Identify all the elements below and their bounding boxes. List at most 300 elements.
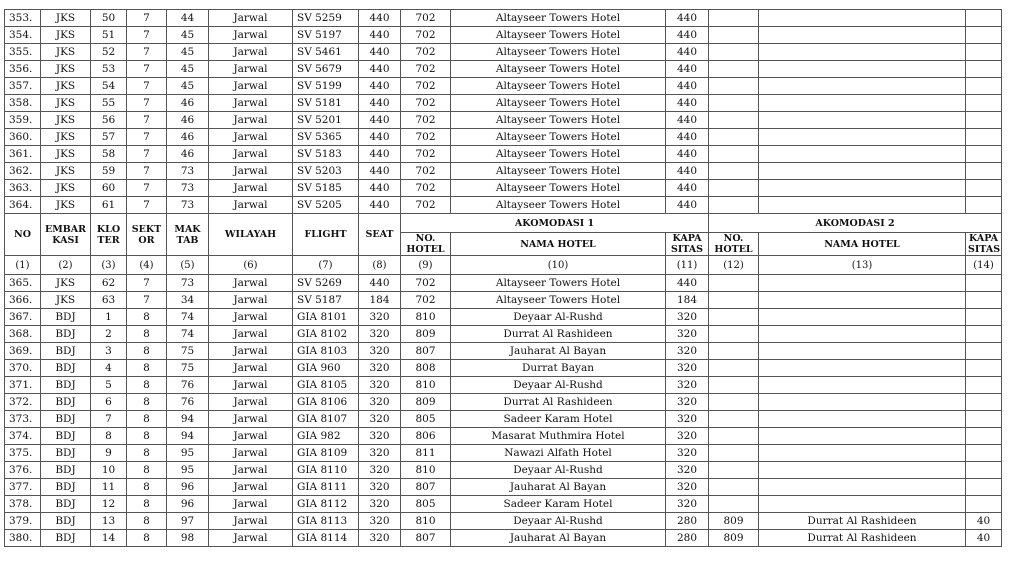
table-cell: Jarwal [209,197,293,214]
table-cell: Altayseer Towers Hotel [451,163,666,180]
table-cell: 1 [91,309,127,326]
table-cell: GIA 960 [293,360,359,377]
table-cell: 7 [127,78,167,95]
table-cell: 359. [5,112,41,129]
table-cell: 44 [167,10,209,27]
table-cell: Altayseer Towers Hotel [451,292,666,309]
table-cell: 805 [401,411,451,428]
table-cell: 440 [359,10,401,27]
table-cell [709,112,759,129]
table-cell: GIA 8111 [293,479,359,496]
table-cell: 357. [5,78,41,95]
table-cell: 702 [401,275,451,292]
table-cell [709,479,759,496]
table-cell [759,428,966,445]
table-cell: 702 [401,129,451,146]
table-cell: 8 [127,530,167,547]
table-cell: 7 [127,112,167,129]
table-cell: GIA 982 [293,428,359,445]
table-cell: 702 [401,197,451,214]
table-cell: 5 [91,377,127,394]
column-number-cell: (6) [209,256,293,275]
table-cell [966,292,1002,309]
table-cell: 320 [666,309,709,326]
table-cell: 807 [401,479,451,496]
table-cell: 7 [91,411,127,428]
table-cell [966,27,1002,44]
table-cell: Sadeer Karam Hotel [451,496,666,513]
table-cell: 320 [666,496,709,513]
table-row [5,61,1002,78]
table-cell: Jarwal [209,146,293,163]
table-cell: 440 [359,275,401,292]
table-cell: 440 [666,146,709,163]
table-cell: 45 [167,61,209,78]
table-cell: Jarwal [209,112,293,129]
table-cell [709,146,759,163]
table-cell: 320 [666,360,709,377]
table-cell [966,129,1002,146]
table-cell: GIA 8114 [293,530,359,547]
table-row [5,180,1002,197]
table-cell: 96 [167,496,209,513]
table-cell: 73 [167,180,209,197]
table-cell: Jarwal [209,27,293,44]
table-cell [709,496,759,513]
table-cell: JKS [41,163,91,180]
table-row [5,343,1002,360]
table-cell: Jarwal [209,163,293,180]
table-cell [709,78,759,95]
table-cell: JKS [41,112,91,129]
table-cell: 702 [401,78,451,95]
column-number-cell: (11) [666,256,709,275]
table-cell: 362. [5,163,41,180]
table-cell: 8 [127,445,167,462]
table-cell: 55 [91,95,127,112]
table-cell: 702 [401,163,451,180]
table-cell: 320 [359,462,401,479]
table-cell: 702 [401,95,451,112]
table-cell: 8 [127,360,167,377]
table-cell: 702 [401,292,451,309]
table-cell [759,479,966,496]
table-cell [966,44,1002,61]
table-cell: JKS [41,10,91,27]
table-cell: 7 [127,27,167,44]
table-row [5,496,1002,513]
column-number-cell: (2) [41,256,91,275]
table-cell: 280 [666,530,709,547]
table-cell [759,309,966,326]
table-cell [709,27,759,44]
table-cell [709,428,759,445]
table-cell: 8 [127,326,167,343]
table-cell [966,180,1002,197]
akomodasi-header-row [5,214,1002,233]
kapasitas-1-header: KAPA SITAS [666,233,709,256]
table-cell: 440 [359,112,401,129]
table-cell: 97 [167,513,209,530]
table-cell: 11 [91,479,127,496]
table-cell: 320 [666,394,709,411]
table-cell: 40 [966,530,1002,547]
table-cell: 320 [666,479,709,496]
table-cell [759,360,966,377]
table-cell [966,197,1002,214]
table-cell: SV 5181 [293,95,359,112]
table-cell: Jarwal [209,275,293,292]
table-cell: 45 [167,27,209,44]
table-cell: 809 [401,394,451,411]
table-cell: 62 [91,275,127,292]
table-cell: 320 [666,428,709,445]
table-cell: 440 [666,95,709,112]
table-cell: 75 [167,343,209,360]
table-cell [759,44,966,61]
table-cell: Deyaar Al-Rushd [451,309,666,326]
table-cell: 75 [167,360,209,377]
table-cell: Deyaar Al-Rushd [451,462,666,479]
table-row [5,146,1002,163]
table-cell [966,360,1002,377]
table-cell: 440 [666,10,709,27]
table-row [5,411,1002,428]
table-cell: 811 [401,445,451,462]
table-cell [966,78,1002,95]
table-cell: 60 [91,180,127,197]
table-cell: 8 [127,496,167,513]
table-cell: Jarwal [209,377,293,394]
table-cell: Jarwal [209,180,293,197]
table-cell: Jarwal [209,95,293,112]
table-cell: BDJ [41,309,91,326]
table-cell: 76 [167,377,209,394]
table-cell: 440 [666,163,709,180]
table-cell [709,309,759,326]
table-cell: JKS [41,180,91,197]
table-cell: Jarwal [209,61,293,78]
accommodation-table [4,9,1002,547]
table-cell: 320 [666,462,709,479]
column-number-row [5,256,1002,275]
table-cell [709,129,759,146]
table-cell: 320 [359,326,401,343]
table-cell: BDJ [41,479,91,496]
table-cell: 58 [91,146,127,163]
table-cell: 7 [127,146,167,163]
table-cell: Altayseer Towers Hotel [451,10,666,27]
table-cell: Jarwal [209,292,293,309]
table-cell: JKS [41,78,91,95]
nama-hotel-1-header: NAMA HOTEL [451,233,666,256]
table-cell: Jarwal [209,411,293,428]
table-cell [759,343,966,360]
table-cell: Jauharat Al Bayan [451,530,666,547]
table-cell: 320 [666,343,709,360]
table-cell: GIA 8102 [293,326,359,343]
table-cell: Jarwal [209,428,293,445]
table-cell: 7 [127,61,167,78]
table-cell: 10 [91,462,127,479]
table-cell: 320 [359,411,401,428]
table-cell: 45 [167,44,209,61]
table-cell: 4 [91,360,127,377]
table-cell: 53 [91,61,127,78]
table-cell: 320 [359,309,401,326]
table-cell [759,112,966,129]
table-cell: 74 [167,309,209,326]
table-cell: BDJ [41,496,91,513]
table-cell: 365. [5,275,41,292]
table-cell: BDJ [41,428,91,445]
table-cell: 805 [401,496,451,513]
table-cell: 807 [401,343,451,360]
table-cell [709,462,759,479]
table-cell: 2 [91,326,127,343]
table-cell [966,428,1002,445]
table-cell: Durrat Al Rashideen [451,394,666,411]
embarkasi-header: EMBAR KASI [41,214,91,256]
table-cell: BDJ [41,530,91,547]
table-cell: Nawazi Alfath Hotel [451,445,666,462]
table-cell [709,61,759,78]
table-cell: 353. [5,10,41,27]
table-cell: 810 [401,513,451,530]
table-cell: 96 [167,479,209,496]
table-cell: GIA 8113 [293,513,359,530]
table-cell [966,61,1002,78]
table-cell: 8 [127,513,167,530]
table-cell: 370. [5,360,41,377]
table-cell: BDJ [41,326,91,343]
table-cell [759,78,966,95]
table-cell: 379. [5,513,41,530]
table-cell [709,343,759,360]
table-cell: Jarwal [209,129,293,146]
table-cell: 807 [401,530,451,547]
table-cell: Jarwal [209,513,293,530]
column-number-cell: (8) [359,256,401,275]
table-row [5,44,1002,61]
table-cell: SV 5203 [293,163,359,180]
table-cell: JKS [41,292,91,309]
table-cell: 355. [5,44,41,61]
table-cell: 371. [5,377,41,394]
table-cell: 440 [359,27,401,44]
table-cell: 50 [91,10,127,27]
table-cell [759,462,966,479]
table-cell: 7 [127,163,167,180]
table-cell: Jarwal [209,394,293,411]
table-cell: 46 [167,112,209,129]
table-cell: Durrat Al Rashideen [759,513,966,530]
table-cell: GIA 8101 [293,309,359,326]
table-cell: 7 [127,129,167,146]
table-cell: Deyaar Al-Rushd [451,513,666,530]
table-cell: 356. [5,61,41,78]
table-row [5,78,1002,95]
column-number-cell: (1) [5,256,41,275]
akomodasi-1-header: AKOMODASI 1 [401,214,709,233]
table-cell [966,479,1002,496]
table-cell: JKS [41,275,91,292]
table-cell [709,197,759,214]
table-row [5,513,1002,530]
table-cell [966,343,1002,360]
table-cell [966,496,1002,513]
table-cell: 702 [401,61,451,78]
nama-hotel-2-header: NAMA HOTEL [759,233,966,256]
table-cell: SV 5205 [293,197,359,214]
table-row [5,326,1002,343]
table-cell: Altayseer Towers Hotel [451,61,666,78]
table-cell: BDJ [41,360,91,377]
table-cell: 808 [401,360,451,377]
table-row [5,129,1002,146]
table-cell: BDJ [41,377,91,394]
table-cell: BDJ [41,445,91,462]
table-cell: 358. [5,95,41,112]
table-cell [709,394,759,411]
table-cell [709,326,759,343]
table-cell: Jarwal [209,462,293,479]
column-number-cell: (13) [759,256,966,275]
table-cell: 440 [359,95,401,112]
table-row [5,479,1002,496]
table-cell [966,163,1002,180]
table-cell: Jarwal [209,360,293,377]
table-row [5,275,1002,292]
table-cell: 320 [359,445,401,462]
table-cell: JKS [41,61,91,78]
table-cell: SV 5199 [293,78,359,95]
table-cell: 376. [5,462,41,479]
table-cell [709,180,759,197]
table-cell: 378. [5,496,41,513]
table-cell [759,10,966,27]
table-cell: JKS [41,27,91,44]
table-row [5,163,1002,180]
table-cell: Altayseer Towers Hotel [451,146,666,163]
table-cell [759,445,966,462]
table-cell: 702 [401,180,451,197]
table-cell: SV 5679 [293,61,359,78]
table-cell: 184 [359,292,401,309]
table-cell: 7 [127,197,167,214]
table-cell: 440 [666,129,709,146]
table-cell [759,275,966,292]
column-number-cell: (3) [91,256,127,275]
table-cell: 702 [401,44,451,61]
table-cell: Altayseer Towers Hotel [451,95,666,112]
table-cell: 320 [666,326,709,343]
table-cell [966,377,1002,394]
table-cell: BDJ [41,343,91,360]
table-cell [709,360,759,377]
flight-header: FLIGHT [293,214,359,256]
table-cell: SV 5185 [293,180,359,197]
table-row [5,10,1002,27]
table-cell [759,61,966,78]
column-number-cell: (12) [709,256,759,275]
table-cell: 380. [5,530,41,547]
table-cell: Jarwal [209,44,293,61]
table-cell: 59 [91,163,127,180]
table-cell: Durrat Al Rashideen [451,326,666,343]
table-cell [759,326,966,343]
table-cell: Jarwal [209,78,293,95]
table-cell: SV 5365 [293,129,359,146]
table-cell: 440 [666,275,709,292]
table-cell [966,394,1002,411]
table-cell: 46 [167,129,209,146]
table-cell: 373. [5,411,41,428]
table-cell: 366. [5,292,41,309]
table-cell: 440 [359,129,401,146]
table-cell: 440 [359,61,401,78]
column-number-cell: (10) [451,256,666,275]
table-row [5,309,1002,326]
column-number-cell: (4) [127,256,167,275]
table-row [5,377,1002,394]
table-row [5,27,1002,44]
column-number-cell: (9) [401,256,451,275]
table-cell [966,411,1002,428]
table-cell: 280 [666,513,709,530]
table-cell: 51 [91,27,127,44]
table-cell: BDJ [41,411,91,428]
table-cell: SV 5197 [293,27,359,44]
table-cell: 7 [127,44,167,61]
table-cell: GIA 8112 [293,496,359,513]
table-cell: 8 [91,428,127,445]
table-cell: GIA 8109 [293,445,359,462]
table-cell: Altayseer Towers Hotel [451,112,666,129]
table-cell: BDJ [41,394,91,411]
table-row [5,462,1002,479]
table-cell: Jarwal [209,496,293,513]
table-cell: Jarwal [209,343,293,360]
table-cell [966,146,1002,163]
table-cell: SV 5201 [293,112,359,129]
table-cell [759,377,966,394]
table-cell: Durrat Al Rashideen [759,530,966,547]
table-cell: Jarwal [209,479,293,496]
table-cell: 440 [359,44,401,61]
table-cell: 440 [359,78,401,95]
table-cell: 354. [5,27,41,44]
table-cell: 320 [359,360,401,377]
table-cell: JKS [41,197,91,214]
table-cell: 12 [91,496,127,513]
table-cell: 440 [666,27,709,44]
table-cell: 95 [167,462,209,479]
table-cell: 8 [127,394,167,411]
table-cell: 56 [91,112,127,129]
table-cell: Masarat Muthmira Hotel [451,428,666,445]
table-cell: 40 [966,513,1002,530]
table-cell: 372. [5,394,41,411]
table-row [5,394,1002,411]
table-cell: 440 [666,78,709,95]
table-cell: Altayseer Towers Hotel [451,180,666,197]
table-cell: JKS [41,129,91,146]
maktab-header: MAK TAB [167,214,209,256]
table-cell: 320 [359,479,401,496]
table-cell: 9 [91,445,127,462]
table-cell: SV 5183 [293,146,359,163]
